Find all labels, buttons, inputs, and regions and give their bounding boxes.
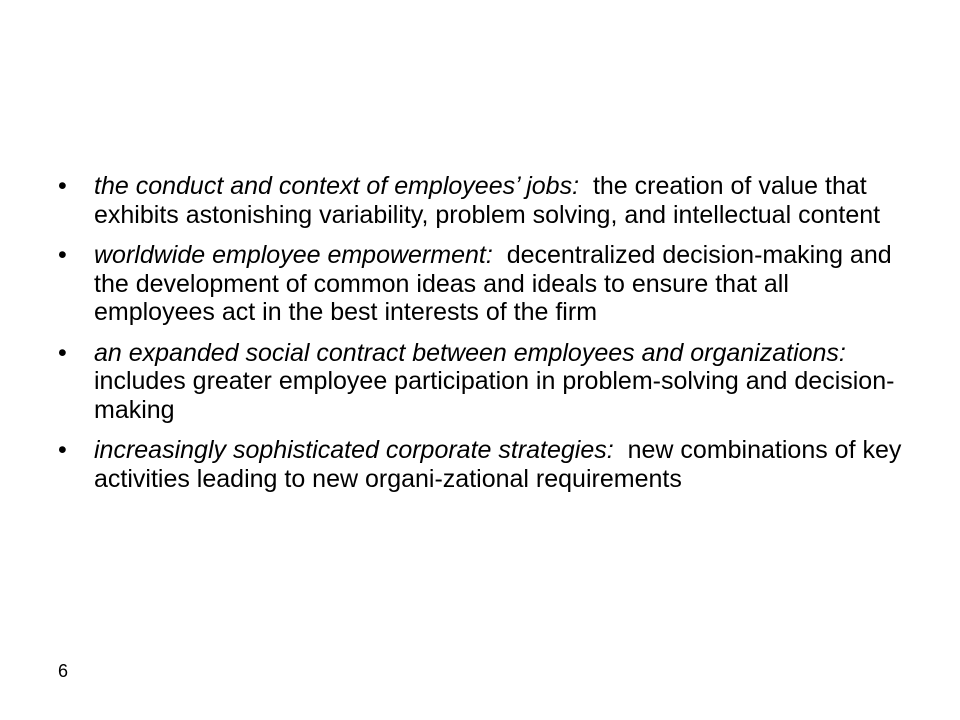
bullet-term: increasingly sophisticated corporate strategies: bbox=[94, 436, 628, 464]
bullet-item bbox=[58, 241, 903, 327]
bullet-item bbox=[58, 339, 903, 425]
bullet-item bbox=[58, 172, 903, 229]
bullet-term: an expanded social contract between employees and organizations: bbox=[94, 338, 853, 367]
bullet-description: includes greater employee participation in problem-solving and decision-making bbox=[94, 367, 895, 424]
bullet-dot-icon: • bbox=[58, 338, 67, 367]
bullet-description: new combinations of key activities leading to new organi-zational requirements bbox=[94, 436, 902, 493]
bullet-dot-icon: • bbox=[58, 436, 67, 464]
bullet-item bbox=[58, 436, 903, 493]
bullet-dot-icon: • bbox=[58, 172, 67, 200]
bullet-description: the creation of value that exhibits astonishing variability, problem solving, and intellectual content bbox=[94, 172, 881, 229]
bullet-description: decentralized decision-making and the development of common ideas and ideals to ensure that all employees act in the best interests of the firm bbox=[94, 241, 892, 326]
bullet-term: worldwide employee empowerment: bbox=[94, 241, 507, 269]
bullet-term: the conduct and context of employees’ jobs: bbox=[94, 172, 593, 200]
bullet-dot-icon: • bbox=[58, 241, 67, 269]
bullet-list bbox=[58, 172, 903, 505]
page-number: 6 bbox=[58, 661, 69, 681]
